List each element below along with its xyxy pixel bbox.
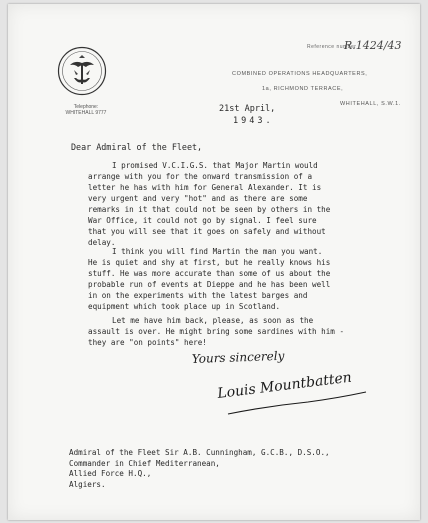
reference-number: R.1424/43 (344, 39, 402, 52)
telephone-number: WHITEHALL 9777 (65, 110, 107, 116)
addressee-line: Commander in Chief Mediterranean, (69, 458, 220, 468)
letter-date (219, 103, 275, 127)
paragraph-line: stuff. He was more accurate than some of us about the (88, 269, 331, 278)
paragraph-1 (88, 160, 388, 248)
signature: Louis Mountbatten (216, 369, 353, 402)
paragraph-3 (88, 315, 388, 348)
paragraph-line: I think you will find Martin the man you want. (112, 247, 323, 256)
paragraph-line: equipment which took place up in Scotland. (88, 302, 281, 311)
addressee-line: Algiers. (69, 479, 106, 489)
paragraph-line: delay. (88, 238, 116, 247)
handwritten-closing (188, 346, 388, 436)
paragraph-line: in on the experiments with the latest barges and (88, 291, 308, 300)
paragraph-line: letter he has with him for General Alexander. It is (88, 183, 322, 192)
valediction: Yours sincerely (191, 348, 285, 366)
hq-line-3: WHITEHALL, S.W.1. (340, 101, 401, 107)
salutation: Dear Admiral of the Fleet, (71, 142, 203, 152)
combined-operations-crest-icon (57, 46, 107, 96)
hq-line-1: COMBINED OPERATIONS HEADQUARTERS, (232, 71, 368, 77)
paragraph-line: very urgent and very "hot" and as there are some (88, 194, 308, 203)
reference-label: Reference number (307, 44, 357, 50)
addressee-line: Allied Force H.Q., (69, 469, 152, 478)
paragraph-2 (88, 246, 388, 312)
paragraph-line: War Office, it could not go by signal. I feel sure (88, 216, 317, 225)
paragraph-line: Let me have him back, please, as soon as the (112, 316, 314, 325)
date-day-month: 21st April, (219, 104, 276, 114)
paragraph-line: I promised V.C.I.G.S. that Major Martin would (112, 161, 318, 170)
paragraph-line: He is quiet and shy at first, but he really knows his (88, 258, 331, 267)
paragraph-line: they are "on points" here! (88, 338, 207, 347)
paragraph-line: assault is over. He might bring some sardines with him - (88, 327, 345, 336)
letter-page (8, 4, 420, 520)
paragraph-line: arrange with you for the onward transmission of a (88, 172, 313, 181)
addressee-line: Admiral of the Fleet Sir A.B. Cunningham, G.C.B., D.S.O., (69, 448, 330, 457)
hq-line-2: 1a, RICHMOND TERRACE, (262, 86, 344, 92)
paragraph-line: probable run of events at Dieppe and he has been well (88, 280, 331, 289)
paragraph-line: remarks in it that could not be seen by others in the (88, 205, 331, 214)
date-year: 1943. (233, 116, 274, 126)
telephone-label: Telephone: (73, 104, 99, 110)
paragraph-line: that you will see that it goes on safely and without (88, 227, 326, 236)
telephone-block (60, 104, 112, 116)
addressee-block (69, 448, 330, 490)
